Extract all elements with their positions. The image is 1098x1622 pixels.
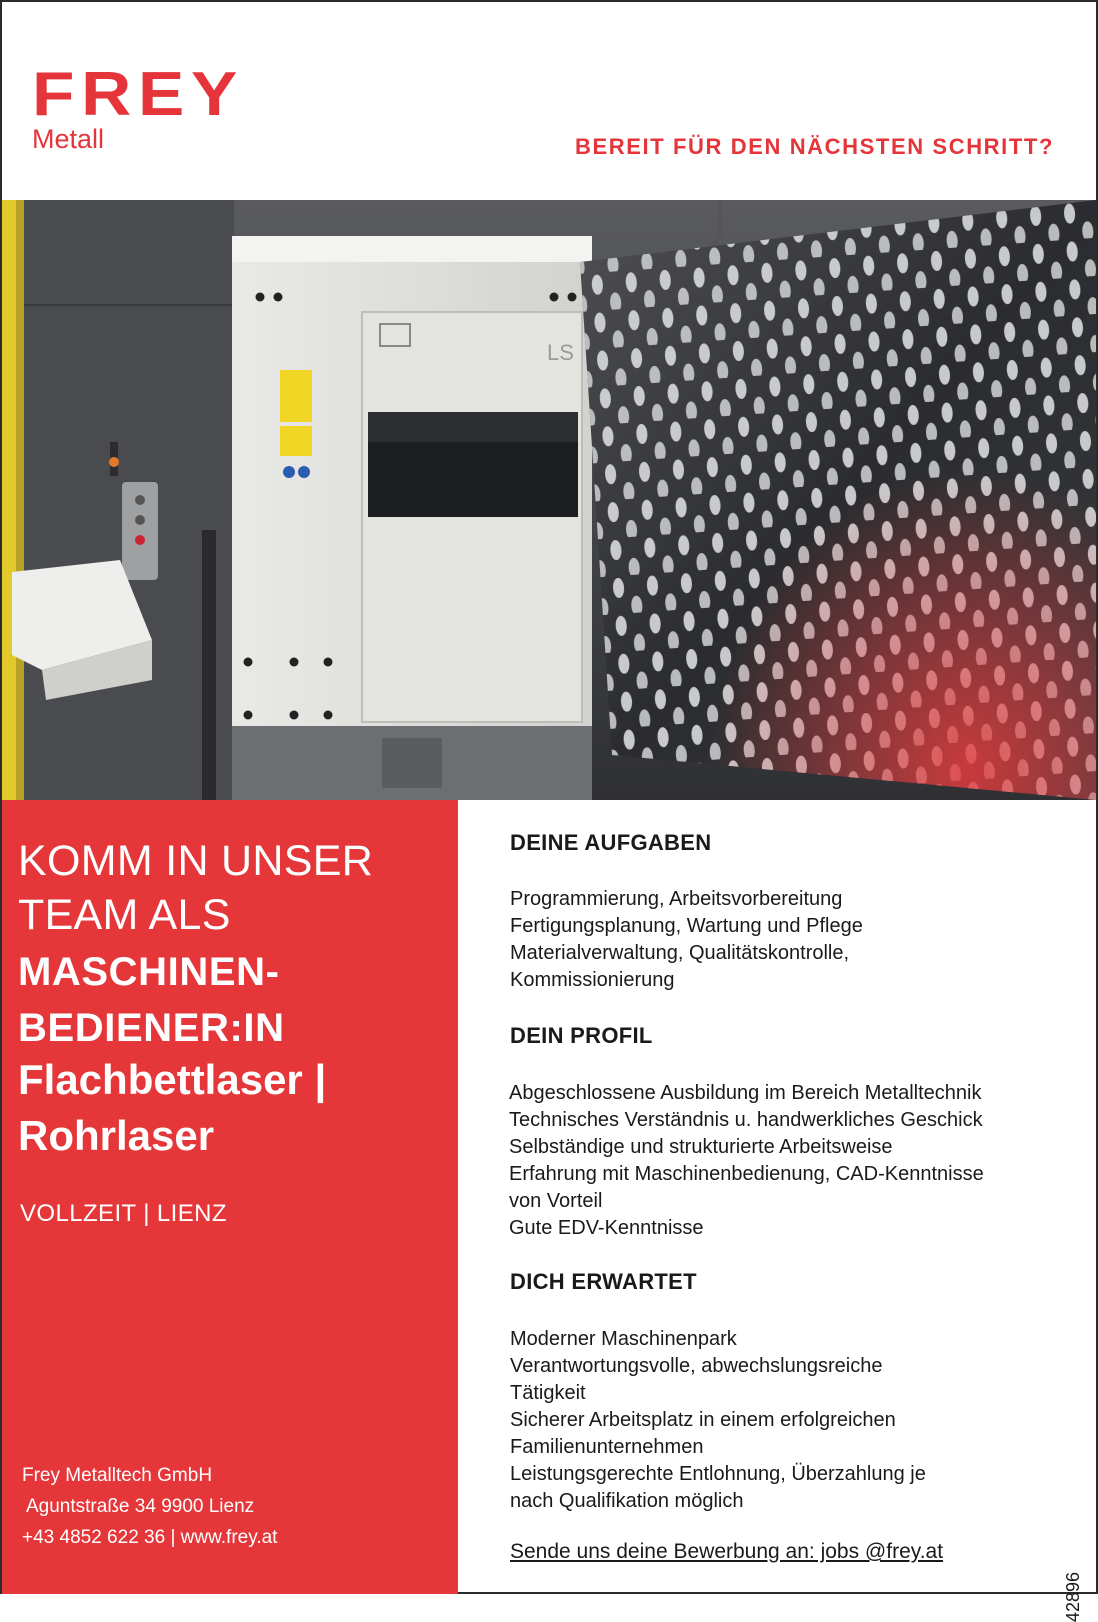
intro-line: TEAM ALS (18, 891, 231, 939)
list-item: Kommissionierung (510, 969, 675, 991)
section-title-aufgaben: DEINE AUFGABEN (510, 830, 712, 855)
job-title (18, 944, 285, 1056)
job-specialization (18, 1052, 326, 1164)
job-title-panel (2, 800, 458, 1594)
list-item: Technisches Verständnis u. handwerkliches Geschick (509, 1109, 983, 1131)
intro-heading (18, 834, 373, 942)
job-specialization-line: Flachbettlaser | (18, 1056, 327, 1103)
list-item: Moderner Maschinenpark (510, 1328, 737, 1350)
list-item: Gute EDV-Kenntnisse (509, 1217, 704, 1239)
section-list-aufgaben (510, 886, 863, 994)
company-phone-website[interactable]: +43 4852 622 36 | www.frey.at (22, 1527, 278, 1548)
list-item: Leistungsgerechte Entlohnung, Überzahlung je (510, 1463, 926, 1485)
list-item: Programmierung, Arbeitsvorbereitung (510, 888, 843, 910)
logo-wordmark: FREY (32, 60, 245, 129)
list-item: Familienunternehmen (510, 1436, 704, 1458)
company-name: Frey Metalltech GmbH (22, 1465, 213, 1486)
list-item: Tätigkeit (510, 1382, 586, 1404)
section-list-profil (509, 1080, 984, 1242)
header (2, 2, 1096, 200)
list-item: Sicherer Arbeitsplatz in einem erfolgreichen (510, 1409, 896, 1431)
list-item: Verantwortungsvolle, abwechslungsreiche (510, 1355, 883, 1377)
svg-text:LS: LS (547, 340, 574, 365)
company-address: Aguntstraße 34 9900 Lienz (26, 1496, 255, 1517)
intro-line: KOMM IN UNSER (18, 837, 374, 885)
job-specialization-line: Rohrlaser (18, 1112, 215, 1159)
job-title-line: BEDIENER:IN (18, 1006, 285, 1050)
list-item: Materialverwaltung, Qualitätskontrolle, (510, 942, 850, 964)
section-list-erwartet (510, 1326, 926, 1515)
job-title-line: MASCHINEN- (18, 950, 280, 994)
section-title-erwartet: DICH ERWARTET (510, 1269, 697, 1294)
company-contact (22, 1460, 277, 1553)
list-item: Erfahrung mit Maschinenbedienung, CAD-Kenntnisse (509, 1163, 984, 1185)
application-link[interactable]: Sende uns deine Bewerbung an: jobs @frey.at (510, 1540, 944, 1563)
section-title-profil: DEIN PROFIL (510, 1023, 653, 1048)
list-item: nach Qualifikation möglich (510, 1490, 744, 1512)
list-item: Fertigungsplanung, Wartung und Pflege (510, 915, 863, 937)
list-item: von Vorteil (509, 1190, 603, 1212)
laser-machine-photo (2, 200, 1096, 800)
list-item: Selbständige und strukturierte Arbeitsweise (509, 1136, 893, 1158)
logo-subtitle: Metall (32, 124, 105, 154)
reference-number: 42896 (1063, 1572, 1083, 1622)
list-item: Abgeschlossene Ausbildung im Bereich Metalltechnik (509, 1082, 982, 1104)
employment-type-location: VOLLZEIT | LIENZ (20, 1200, 227, 1227)
tagline: BEREIT FÜR DEN NÄCHSTEN SCHRITT? (575, 134, 1054, 159)
